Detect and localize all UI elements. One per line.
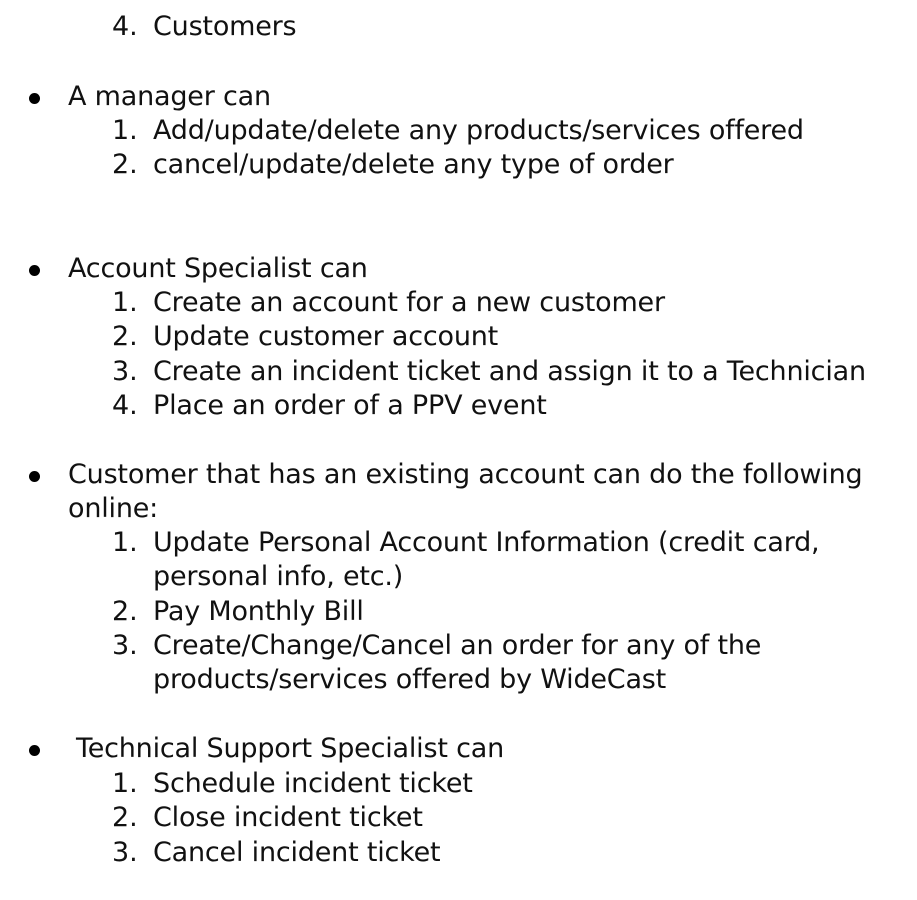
list-number: 4. xyxy=(112,390,138,421)
section-heading-customer: Customer that has an existing account can do the following xyxy=(68,459,863,490)
section-heading-manager: A manager can xyxy=(68,81,271,112)
bullet-icon xyxy=(29,265,40,276)
section-heading-account-specialist: Account Specialist can xyxy=(68,253,368,284)
section-heading-tech-support: Technical Support Specialist can xyxy=(76,733,504,764)
list-item-text: Place an order of a PPV event xyxy=(153,390,547,421)
list-number: 2. xyxy=(112,149,138,180)
list-number: 2. xyxy=(112,596,138,627)
list-number: 1. xyxy=(112,287,138,318)
list-number: 3. xyxy=(112,837,138,868)
list-item-text: Add/update/delete any products/services offered xyxy=(153,115,804,146)
bullet-icon xyxy=(29,93,40,104)
list-number: 1. xyxy=(112,768,138,799)
section-heading-customer-cont: online: xyxy=(68,493,159,524)
list-number: 3. xyxy=(112,630,138,661)
list-item-text: Create/Change/Cancel an order for any of the xyxy=(153,630,762,661)
list-number: 1. xyxy=(112,527,138,558)
list-item-text: cancel/update/delete any type of order xyxy=(153,149,674,180)
list-number: 2. xyxy=(112,802,138,833)
list-item-text: Schedule incident ticket xyxy=(153,768,473,799)
list-number: 2. xyxy=(112,321,138,352)
list-number: 4. xyxy=(112,11,138,42)
list-item-text: Create an account for a new customer xyxy=(153,287,665,318)
bullet-icon xyxy=(29,745,40,756)
list-item-text: Update customer account xyxy=(153,321,499,352)
list-number: 1. xyxy=(112,115,138,146)
bullet-icon xyxy=(29,471,40,482)
list-item-text: Customers xyxy=(153,11,297,42)
list-item-text: Close incident ticket xyxy=(153,802,423,833)
list-item-text: Create an incident ticket and assign it to a Technician xyxy=(153,356,866,387)
list-item-text: Update Personal Account Information (credit card, xyxy=(153,527,820,558)
list-item-text: Pay Monthly Bill xyxy=(153,596,364,627)
list-item-text: Cancel incident ticket xyxy=(153,837,441,868)
list-item-text-cont: personal info, etc.) xyxy=(153,561,404,592)
list-number: 3. xyxy=(112,356,138,387)
list-item-text-cont: products/services offered by WideCast xyxy=(153,664,667,695)
